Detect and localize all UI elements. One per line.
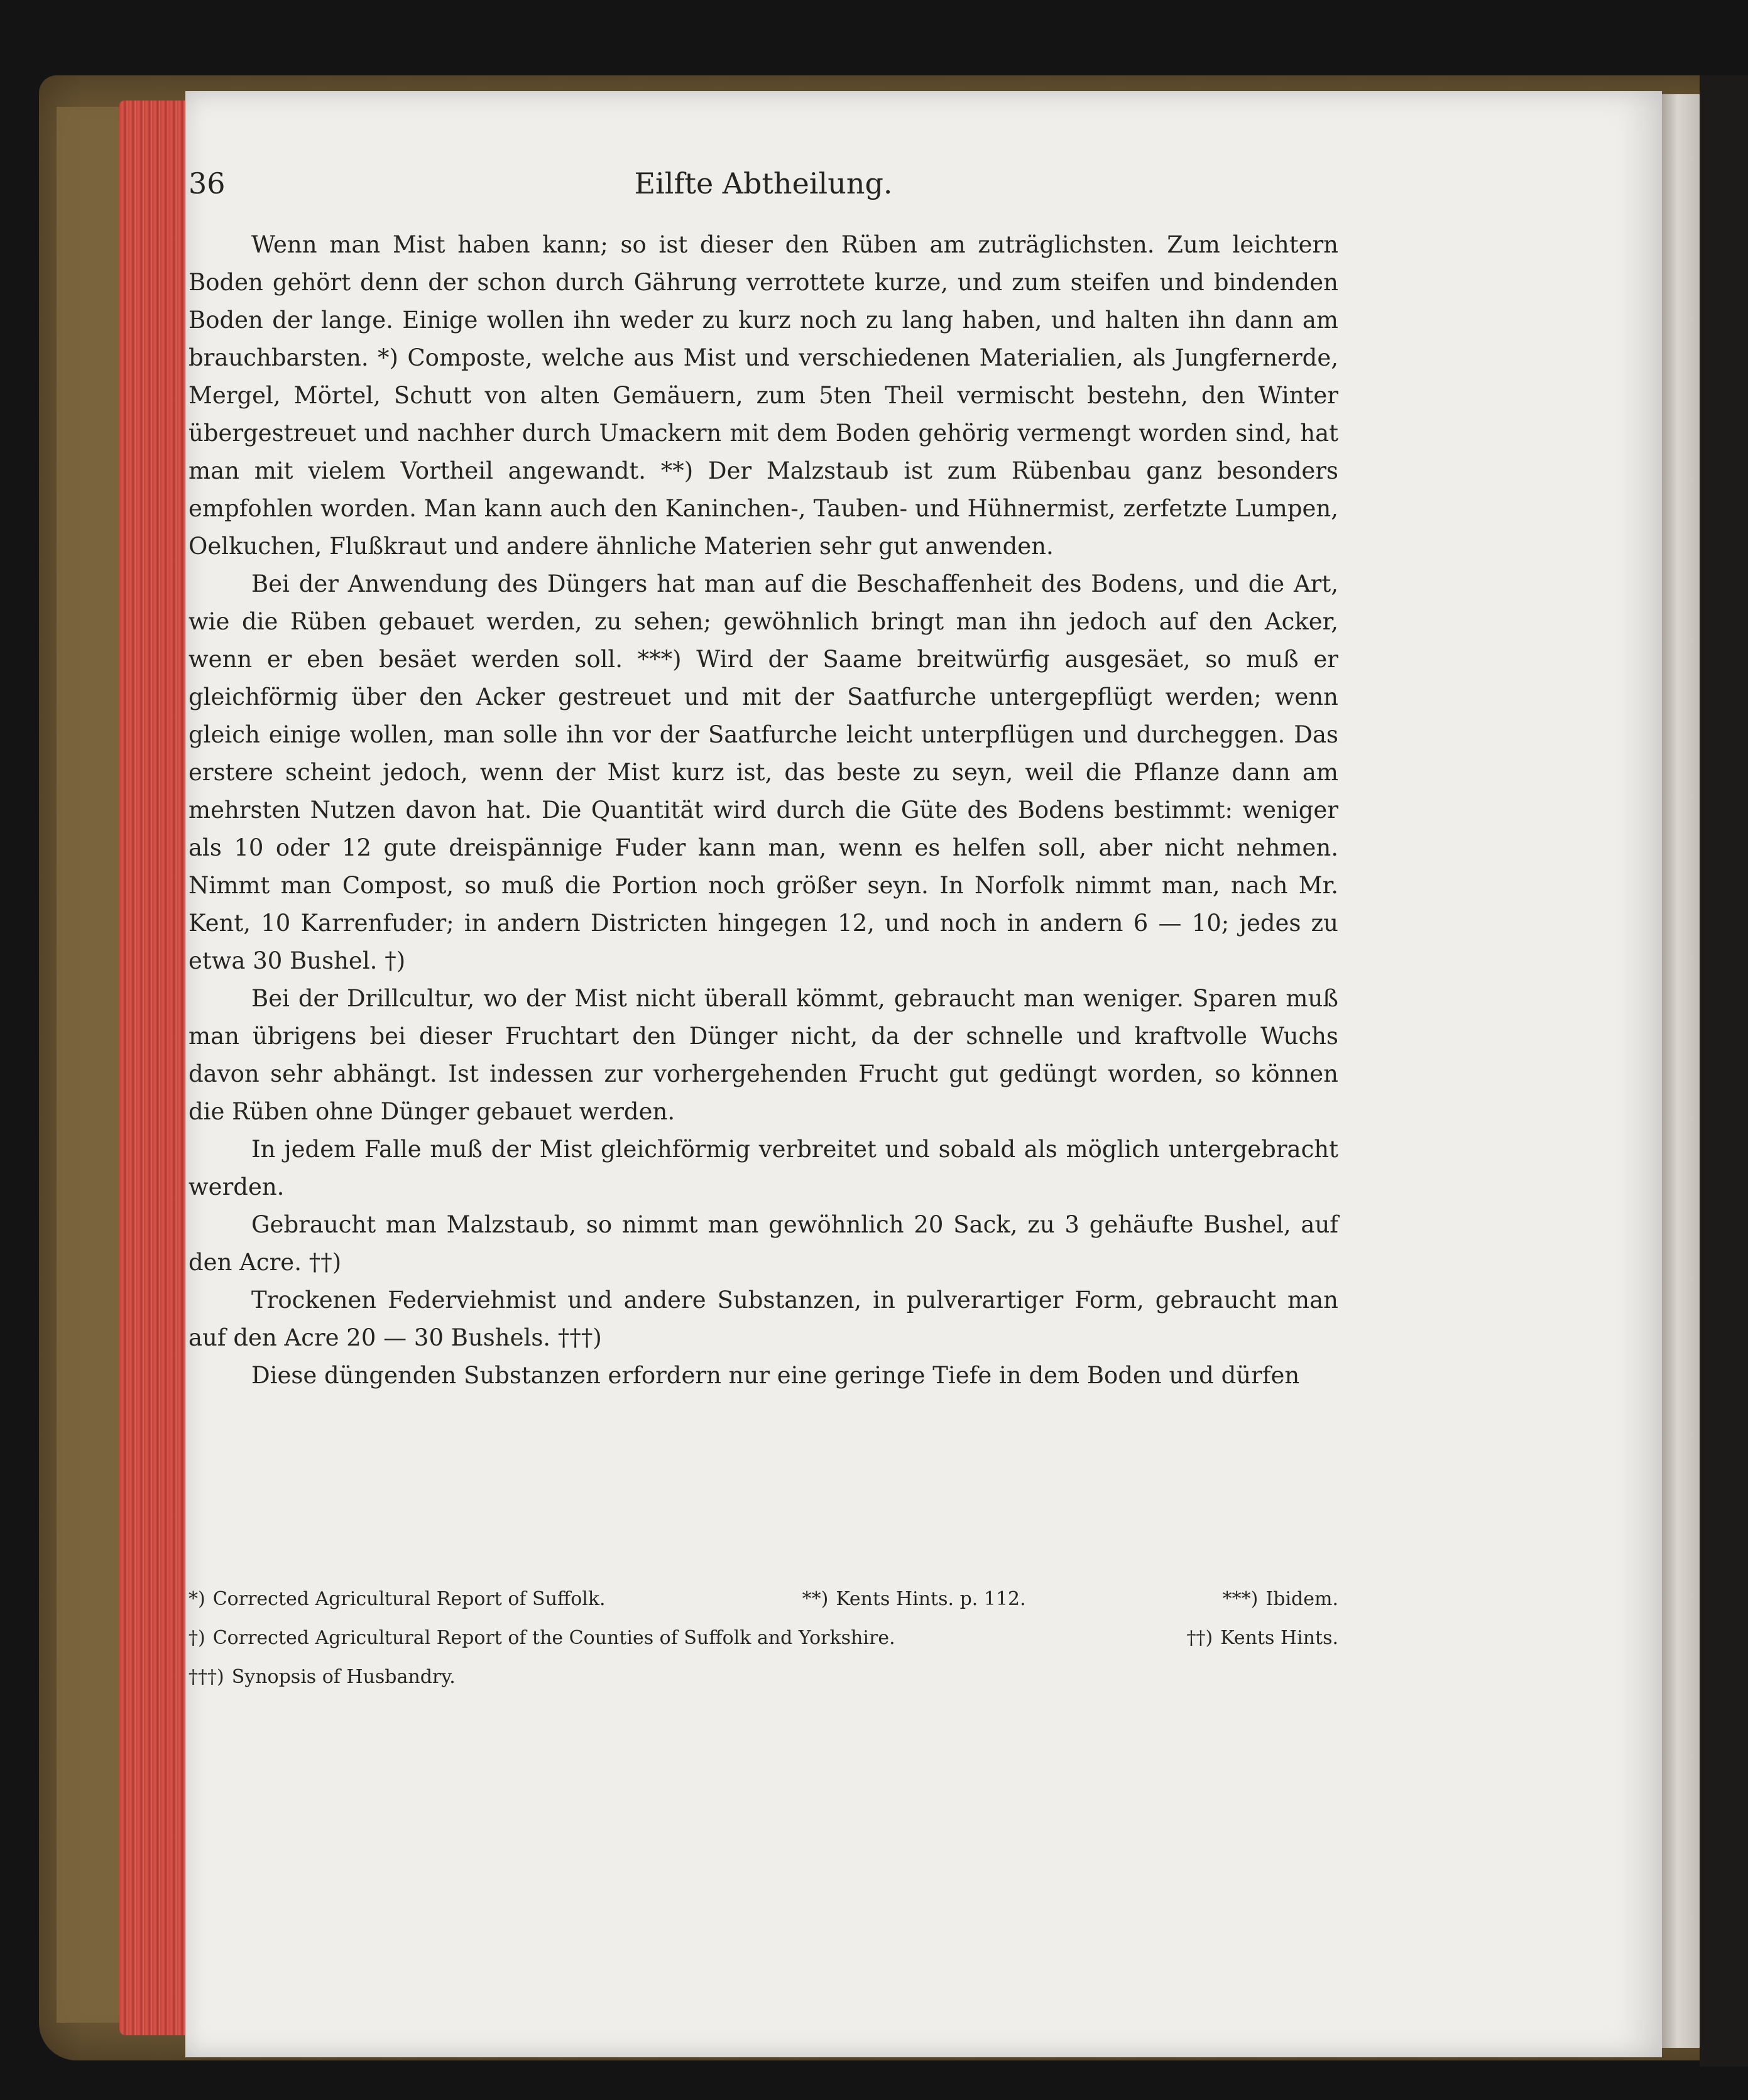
footnote-text: Kents Hints. — [1220, 1627, 1338, 1649]
footnote-row-1 — [188, 1580, 1338, 1619]
page-header — [188, 166, 1338, 226]
page-number: 36 — [188, 166, 226, 200]
footnote-5 — [1187, 1619, 1338, 1658]
paragraph-1: Wenn man Mist haben kann; so ist dieser den Rüben am zuträglichsten. Zum leichtern Boden gehört denn der schon durch Gährung verrottete kurze, und zum steifen und bindenden Boden der lange. Einige wollen ihn weder zu kurz noch zu lang haben, und halten ihn dann am brauchbarsten. *) Composte, welche aus Mist und verschiedenen Materialien, als Jungfernerde, Mergel, Mörtel, Schutt von alten Gemäuern, zum 5ten Theil vermischt bestehn, den Winter übergestreuet und nachher durch Umackern mit dem Boden gehörig vermengt worden sind, hat man mit vielem Vortheil angewandt. **) Der Malzstaub ist zum Rübenbau ganz besonders empfohlen worden. Man kann auch den Kaninchen-, Tauben- und Hühnermist, zerfetzte Lumpen, Oelkuchen, Flußkraut und andere ähnliche Materien sehr gut anwenden. — [188, 231, 1338, 560]
footnote-text: Synopsis of Husbandry. — [231, 1666, 456, 1688]
footnote-mark: †) — [188, 1627, 205, 1649]
footnote-mark: †††) — [188, 1666, 224, 1688]
paragraph-5: Gebraucht man Malzstaub, so nimmt man gewöhnlich 20 Sack, zu 3 gehäufte Bushel, auf den Acre. ††) — [188, 1211, 1338, 1276]
footnote-mark: *) — [188, 1588, 205, 1610]
cover-spine-shade — [57, 107, 126, 2023]
footnote-3 — [1223, 1580, 1338, 1619]
footnote-1 — [188, 1580, 606, 1619]
footnote-text: Corrected Agricultural Report of the Counties of Suffolk and Yorkshire. — [212, 1627, 895, 1649]
footnotes — [188, 1580, 1338, 1697]
running-head: Eilfte Abtheilung. — [634, 166, 893, 200]
paragraph-4: In jedem Falle muß der Mist gleichförmig verbreitet und sobald als möglich untergebracht werden. — [188, 1136, 1338, 1200]
paragraph-6: Trockenen Federviehmist und andere Substanzen, in pulverartiger Form, gebraucht man auf den Acre 20 — 30 Bushels. †††) — [188, 1287, 1338, 1351]
paragraph-7: Diese düngenden Substanzen erfordern nur eine geringe Tiefe in dem Boden und dürfen — [251, 1362, 1300, 1389]
footnote-row-3 — [188, 1658, 1338, 1697]
page-text — [188, 166, 1338, 1395]
footnote-4 — [188, 1619, 895, 1658]
footnote-2 — [802, 1580, 1026, 1619]
footnote-row-2 — [188, 1619, 1338, 1658]
red-page-edge — [119, 101, 188, 2035]
footnote-mark: **) — [802, 1588, 829, 1610]
footnote-text: Kents Hints. p. 112. — [836, 1588, 1026, 1610]
paragraph-3: Bei der Drillcultur, wo der Mist nicht überall kömmt, gebraucht man weniger. Sparen muß man übrigens bei dieser Fruchtart den Dünger nicht, da der schnelle und kraftvolle Wuchs davon sehr abhängt. Ist indessen zur vorhergehenden Frucht gut gedüngt worden, so können die Rüben ohne Dünger gebauet werden. — [188, 985, 1338, 1125]
paragraph-2: Bei der Anwendung des Düngers hat man auf die Beschaffenheit des Bodens, und die Art, wie die Rüben gebauet werden, zu sehen; gewöhnlich bringt man ihn jedoch auf den Acker, wenn er eben besäet werden soll. ***) Wird der Saame breitwürfig ausgesäet, so muß er gleichförmig über den Acker gestreuet und mit der Saatfurche untergepflügt werden; wenn gleich einige wollen, man solle ihn vor der Saatfurche leicht unterpflügen und durcheggen. Das erstere scheint jedoch, wenn der Mist kurz ist, das beste zu seyn, weil die Pflanze dann am mehrsten Nutzen davon hat. Die Quantität wird durch die Güte des Bodens bestimmt: weniger als 10 oder 12 gute dreispännige Fuder kann man, wenn es helfen soll, aber nicht nehmen. Nimmt man Compost, so muß die Portion noch größer seyn. In Norfolk nimmt man, nach Mr. Kent, 10 Karrenfuder; in andern Districten hingegen 12, und noch in andern 6 — 10; jedes zu etwa 30 Bushel. †) — [188, 570, 1338, 974]
footnote-text: Ibidem. — [1265, 1588, 1338, 1610]
background-dark-edge — [1700, 75, 1748, 2067]
footnote-6 — [188, 1658, 456, 1697]
footnote-mark: ***) — [1222, 1588, 1259, 1610]
footnote-mark: ††) — [1186, 1627, 1213, 1649]
footnote-text: Corrected Agricultural Report of Suffolk. — [212, 1588, 606, 1610]
facing-page-edge — [1662, 94, 1700, 2048]
